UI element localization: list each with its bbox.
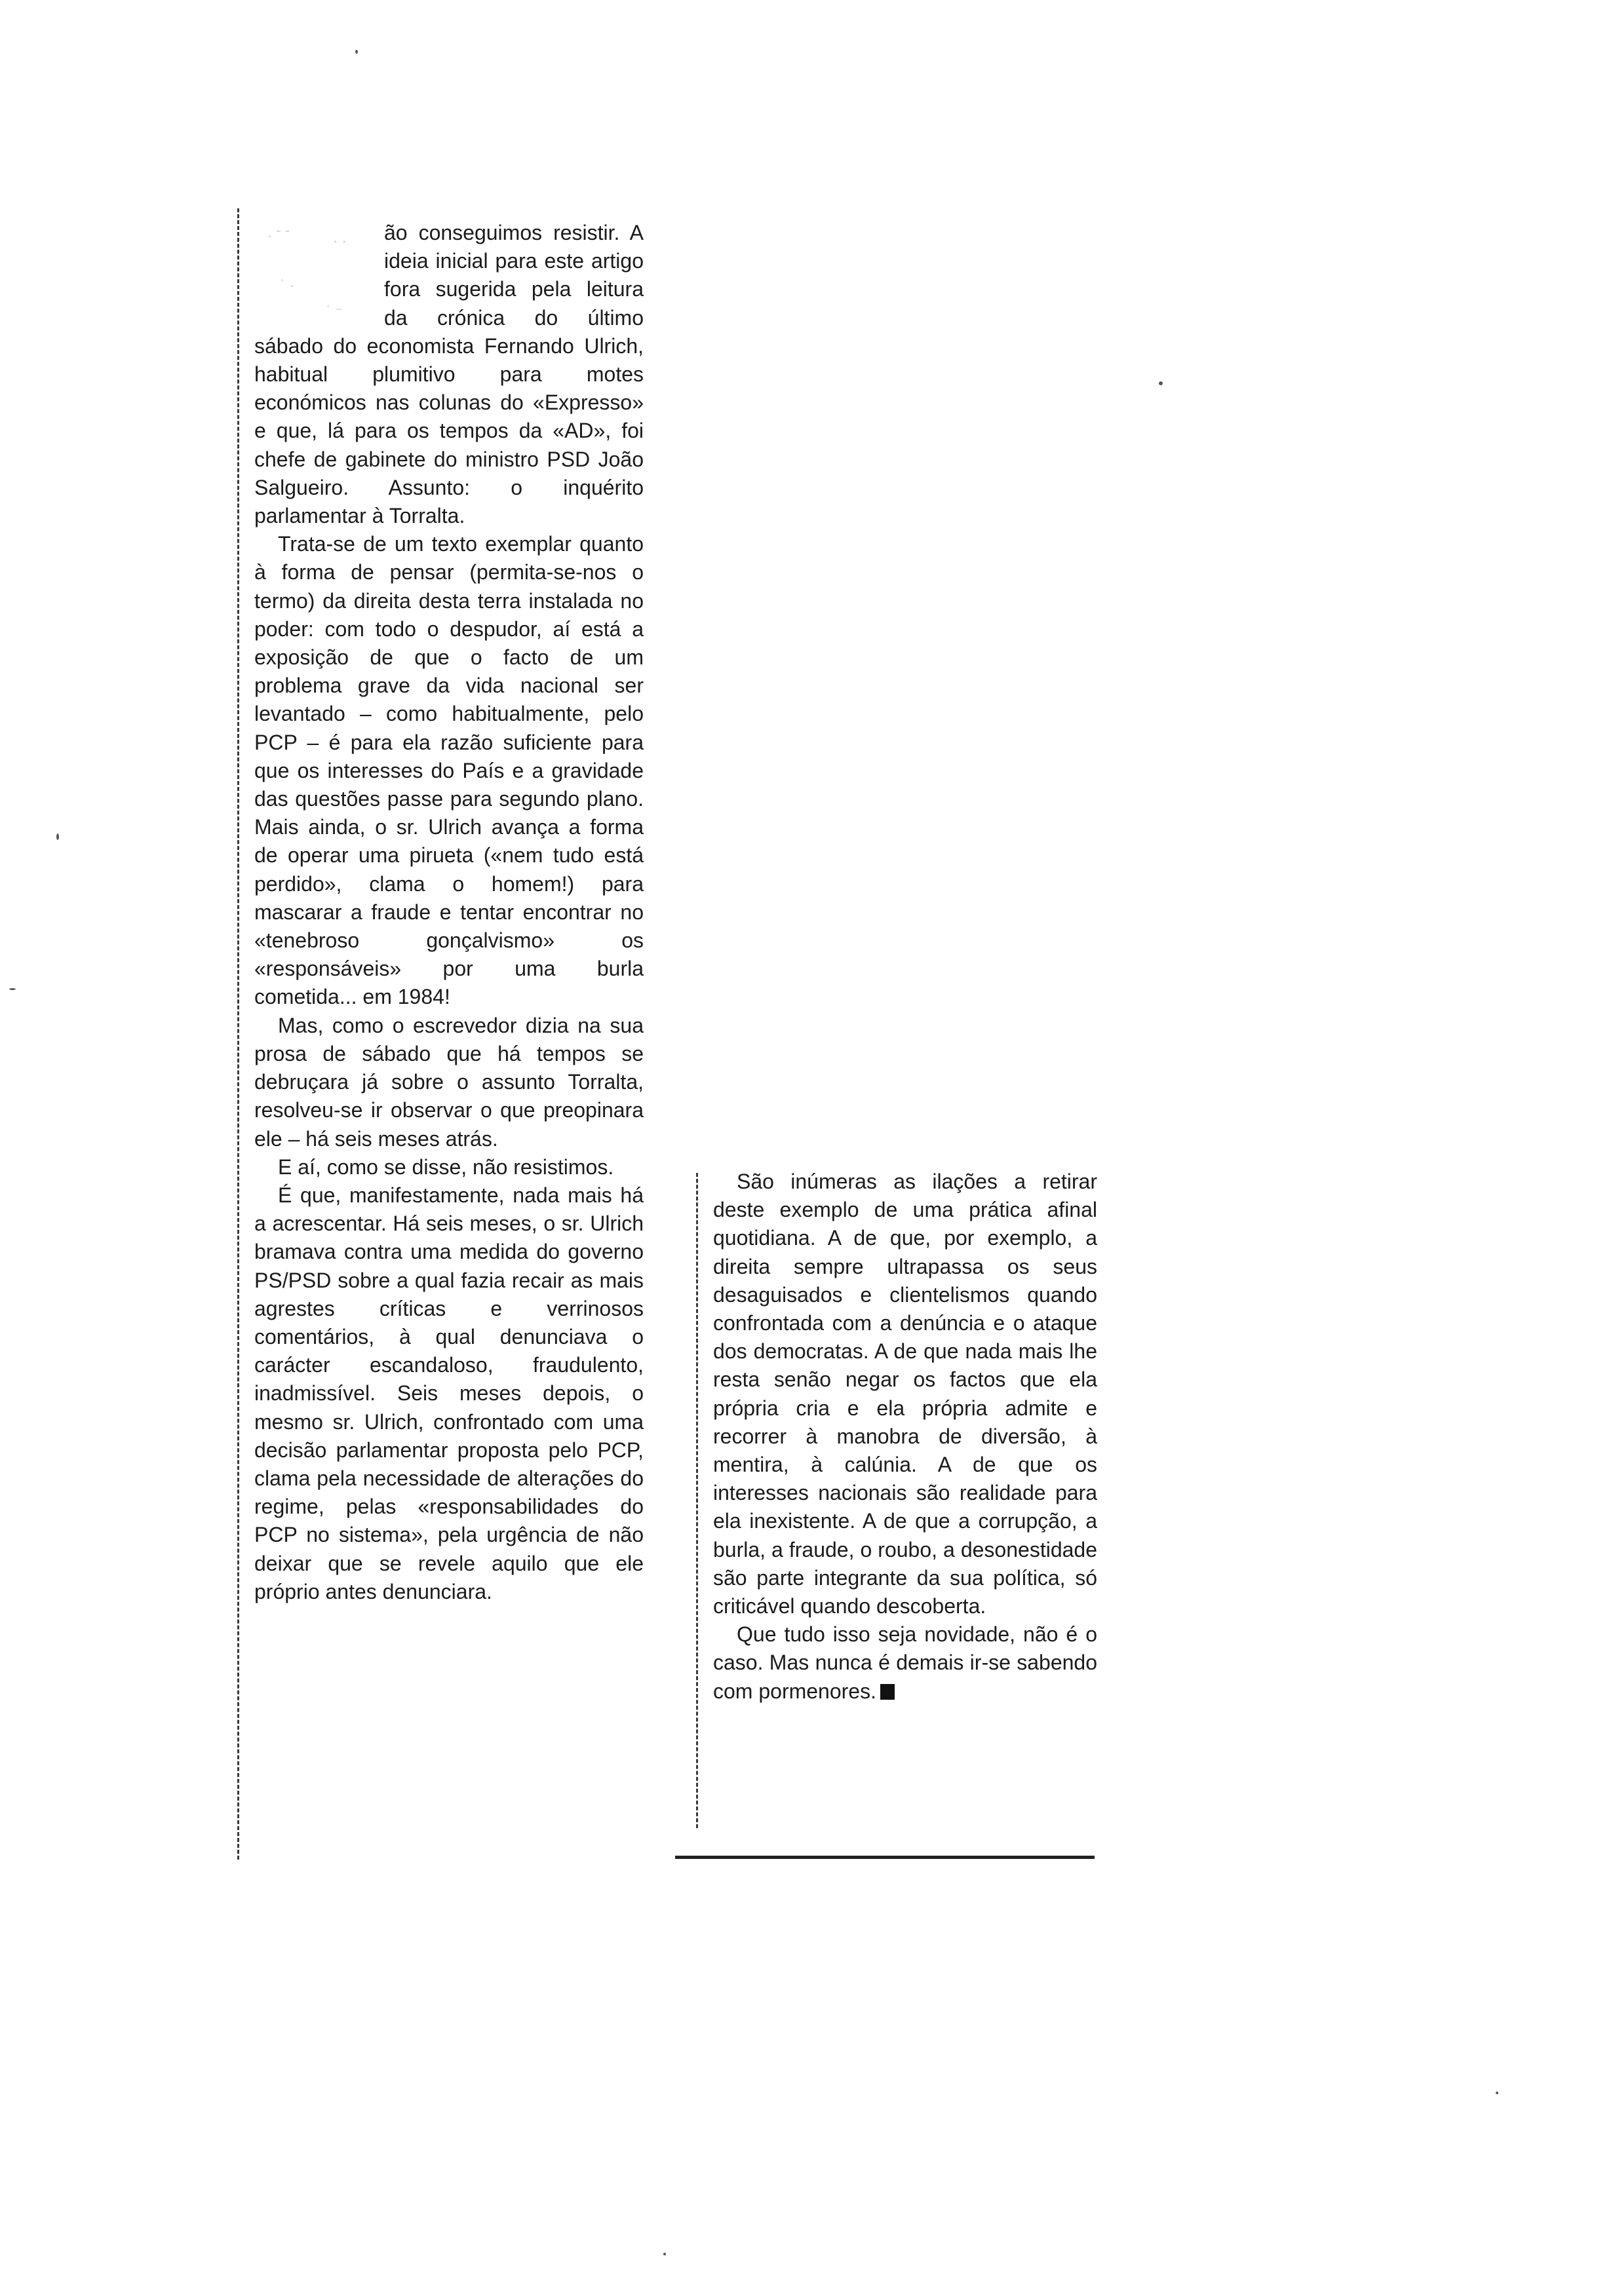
closing-rule [675, 1856, 1095, 1859]
scan-speck [9, 988, 16, 990]
end-of-article-mark [880, 1684, 895, 1700]
paragraph: ão conseguimos resistir. A ideia inicial para este artigo fora sugerida pela leitura da crónica do último sábado do economista Fernando Ulrich, habitual plumitivo para motes económicos nas colunas do «Expresso» e que, lá para os tempos da «AD», foi chefe de gabinete do ministro PSD João Salgueiro. Assunto: o inquérito parlamentar à Torralta. [254, 221, 644, 528]
right-column [713, 1168, 1097, 1706]
paragraph: E aí, como se disse, não resistimos. [278, 1155, 614, 1179]
scan-speck [56, 833, 59, 840]
scan-speck [355, 50, 358, 54]
paragraph: É que, manifestamente, nada mais há a acrescentar. Há seis meses, o sr. Ulrich bramava contra uma medida do governo PS/PSD sobre a qual fazia recair as mais agrestes críticas e verrinosos comentários, à qual denunciava o carácter escandaloso, fraudulento, inadmissível. Seis meses depois, o mesmo sr. Ulrich, confrontado com uma decisão parlamentar proposta pelo PCP, clama pela necessidade de alterações do regime, pelas «responsabilidades do PCP no sistema», pela urgência de não deixar que se revele aquilo que ele próprio antes denunciara. [254, 1183, 644, 1603]
faded-drop-cap: · ˉ ˉ · · ˙ · ˙ ⁻ [267, 227, 347, 320]
scan-speck [1159, 381, 1163, 385]
left-column [254, 219, 644, 1606]
scan-speck [663, 2253, 666, 2255]
right-column-rule [696, 1173, 698, 1828]
paragraph: Trata-se de um texto exemplar quanto à forma de pensar (permita-se-nos o termo) da direita desta terra instalada no poder: com todo o despudor, aí está a exposição de que o facto de um problema grave da vida nacional ser levantado – como habitualmente, pelo PCP – é para ela razão suficiente para que os interesses do País e a gravidade das questões passe para segundo plano. Mais ainda, o sr. Ulrich avança a forma de operar uma pirueta («nem tudo está perdido», clama o homem!) para mascarar a fraude e tentar encontrar no «tenebroso gonçalvismo» os «responsáveis» por uma burla cometida... em 1984! [254, 532, 644, 1009]
paragraph: São inúmeras as ilações a retirar deste exemplo de uma prática afinal quotidiana. A de que, por exemplo, a direita sempre ultrapassa os seus desaguisados e clientelismos quando confrontada com a denúncia e o ataque dos democratas. A de que nada mais lhe resta senão negar os factos que ela própria cria e ela própria admite e recorrer à manobra de diversão, à mentira, à calúnia. A de que os interesses nacionais são realidade para ela inexistente. A de que a corrupção, a burla, a fraude, o roubo, a desonestidade são parte integrante da sua política, só criticável quando descoberta. [713, 1170, 1097, 1618]
scan-speck [1496, 2092, 1498, 2094]
paragraph: Mas, como o escrevedor dizia na sua prosa de sábado que há tempos se debruçara já sobre o assunto Torralta, resolveu-se ir observar o que preopinara ele – há seis meses atrás. [254, 1013, 644, 1151]
left-column-rule [237, 208, 239, 1860]
paragraph-final [713, 1620, 1097, 1706]
final-paragraph-text: Que tudo isso seja novidade, não é o caso. Mas nunca é demais ir-se sabendo com pormenores. [713, 1622, 1097, 1703]
